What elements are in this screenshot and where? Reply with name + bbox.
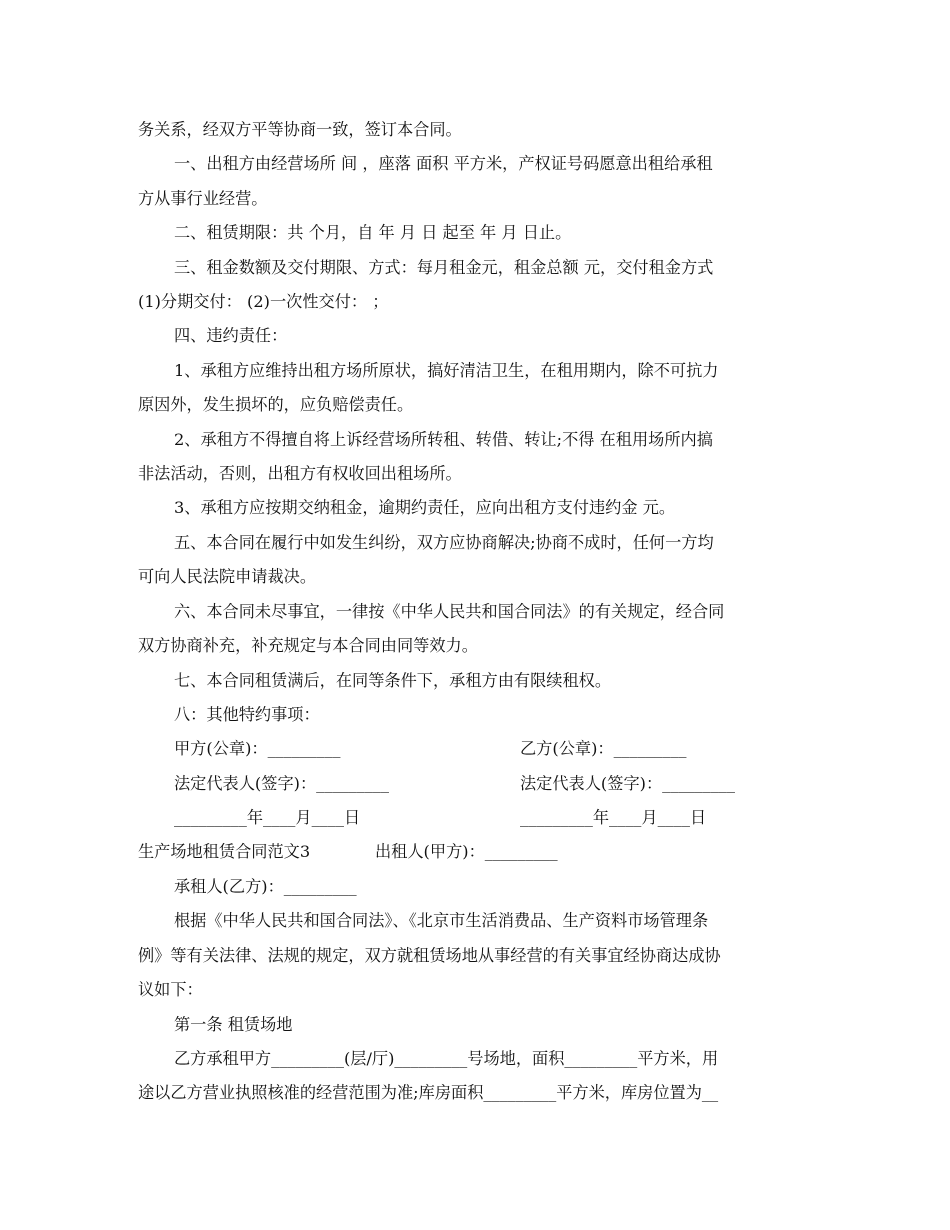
text-line: 八：其他特约事项： xyxy=(174,704,320,724)
text-line: 根据《中华人民共和国合同法》、《北京市生活消费品、生产资料市场管理条 xyxy=(174,911,709,931)
text-line: 五、本合同在履行中如发生纠纷，双方应协商解决;协商不成时，任何一方均 xyxy=(174,532,714,552)
text-line: 四、违约责任： xyxy=(174,326,288,346)
date-b: _________年____月____日 xyxy=(520,808,707,828)
text-line: 方从事行业经营。 xyxy=(138,188,268,208)
text-line: 一、出租方由经营场所 间 ，座落 面积 平方米，产权证号码愿意出租给承租 xyxy=(174,154,713,174)
text-line: 例》等有关法律、法规的规定，双方就租赁场地从事经营的有关事宜经协商达成协 xyxy=(138,945,721,965)
text-line: 途以乙方营业执照核准的经营范围为准;库房面积_________平方米，库房位置为__ xyxy=(138,1083,719,1103)
text-line: 三、租金数额及交付期限、方式：每月租金元，租金总额 元，交付租金方式 xyxy=(174,257,714,277)
text-line: 2、承租方不得擅自将上诉经营场所转租、转借、转让;不得 在租用场所内搞 xyxy=(174,429,713,449)
text-line: 七、本合同租赁满后，在同等条件下，承租方由有限续租权。 xyxy=(174,670,612,690)
rep-a-signature: 法定代表人(签字)：_________ xyxy=(174,773,389,793)
text-line: 务关系，经双方平等协商一致，签订本合同。 xyxy=(138,120,462,139)
party-a-seal: 甲方(公章)：_________ xyxy=(174,739,341,759)
text-line: 六、本合同未尽事宜，一律按《中华人民共和国合同法》的有关规定，经合同 xyxy=(174,601,725,621)
signature-row-seal xyxy=(138,732,815,766)
text-line: 二、租赁期限：共 个月，自 年 月 日 起至 年 月 日止。 xyxy=(174,223,572,243)
text-line: 乙方承租甲方_________(层/厅)_________号场地，面积_________平方米，用 xyxy=(174,1048,719,1068)
text-line: 原因外，发生损坏的，应负赔偿责任。 xyxy=(138,395,414,415)
signature-row-rep xyxy=(138,767,815,801)
text-line: 3、承租方应按期交纳租金，逾期约责任，应向出租方支付违约金 元。 xyxy=(174,498,676,518)
text-line: 非法活动，否则，出租方有权收回出租场所。 xyxy=(138,464,462,484)
text-line: 1、承租方应维持出租方场所原状，搞好清洁卫生，在租用期内，除不可抗力 xyxy=(174,360,719,380)
text-line: (1)分期交付： (2)一次性交付： ； xyxy=(138,292,389,312)
section-title: 生产场地租赁合同范文3 xyxy=(138,842,311,862)
lessee-line: 承租人(乙方)：_________ xyxy=(174,876,357,896)
text-line: 议如下： xyxy=(138,980,203,1000)
clause-heading: 第一条 租赁场地 xyxy=(174,1014,293,1034)
rep-b-signature: 法定代表人(签字)：_________ xyxy=(520,773,735,793)
section-title-row xyxy=(138,835,815,869)
text-line: 可向人民法院申请裁决。 xyxy=(138,567,317,587)
party-b-seal: 乙方(公章)：_________ xyxy=(520,739,687,759)
document-body xyxy=(138,113,815,1111)
lessor-line: 出租人(甲方)：_________ xyxy=(375,842,558,862)
signature-row-date xyxy=(138,801,815,835)
date-a: _________年____月____日 xyxy=(174,808,361,828)
text-line: 双方协商补充，补充规定与本合同由同等效力。 xyxy=(138,636,478,656)
